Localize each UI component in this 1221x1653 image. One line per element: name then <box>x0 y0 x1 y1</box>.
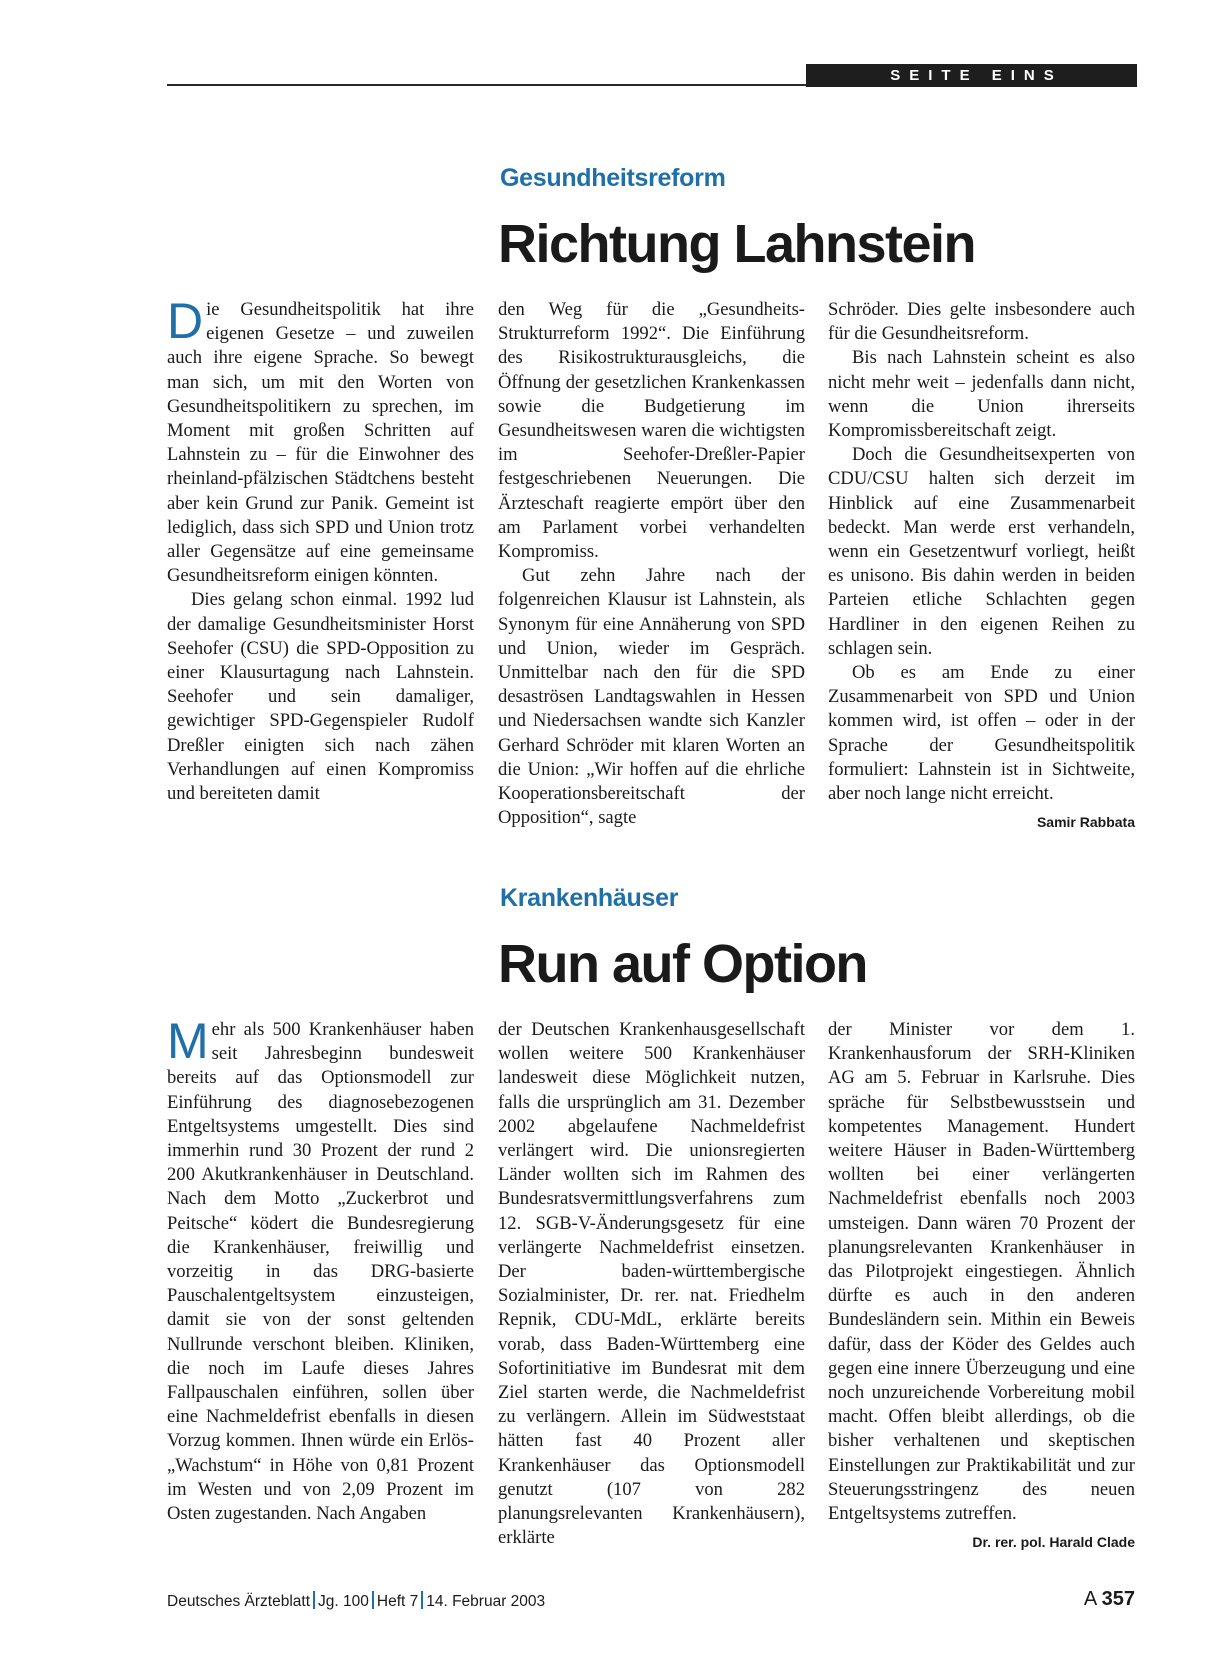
footer-date: 14. Februar 2003 <box>426 1593 546 1610</box>
article2-paragraph: ehr als 500 Krankenhäuser haben seit Jahresbeginn bundesweit bereits auf das Optionsmodell zur Einführung des diagnosebezogenen Entgeltsystems umgestellt. Dies sind immerhin rund 30 Prozent der rund 2 200 Akutkrankenhäuser in Deutschland. Nach dem Motto „Zuckerbrot und Peitsche“ ködert die Bundesregierung die Krankenhäuser, freiwillig und vorzeitig in das DRG-basierte Pauschalentgeltsystem einzusteigen, damit sie von der sonst geltenden Nullrunde verschont bleiben. Kliniken, die noch im Laufe dieses Jahres Fallpauschalen einführen, sollen über eine Nachmeldefrist ebenfalls in diesen Vorzug kommen. Ihnen würde ein Erlös-„Wachstum“ in Höhe von 0,81 Prozent im Westen und von 2,09 Prozent im Osten zugestanden. Nach Angaben <box>167 1019 474 1525</box>
article2-drop-cap: M <box>167 1013 209 1069</box>
article1-headline: Richtung Lahnstein <box>498 214 975 274</box>
page-number-value: 357 <box>1101 1588 1135 1610</box>
article1-column-1 <box>167 293 474 806</box>
footer-source <box>167 1591 545 1611</box>
article1-author: Samir Rabbata <box>1036 814 1135 831</box>
article1-paragraph: Gut zehn Jahre nach der folgenreichen Klausur ist Lahnstein, als Synonym für eine Annäherung von SPD und Union, wieder im Gespräch. Unmittelbar nach den für die SPD desaströsen Landtagswahlen in Hessen und Niedersachsen wandte sich Kanzler Gerhard Schröder mit klaren Worten an die Union: „Wir hoffen auf die ehrliche Kooperationsbereitschaft der Opposition“, sagte <box>498 565 805 829</box>
article1-column-3 <box>828 298 1135 834</box>
section-label: SEITE EINS <box>806 64 1137 87</box>
footer-issue: Heft 7 <box>376 1593 419 1610</box>
footer-separator <box>313 1591 315 1609</box>
article2-headline: Run auf Option <box>498 934 867 994</box>
article1-paragraph: Ob es am Ende zu einer Zusammenarbeit von SPD und Union kommen wird, ist offen – oder in der Sprache der Gesundheitspolitik formuliert: Lahnstein ist in Sichtweite, aber noch lange nicht erreicht. <box>828 662 1135 805</box>
article1-drop-cap: D <box>167 293 204 349</box>
article1-column-2 <box>498 298 805 830</box>
article1-paragraph: Schröder. Dies gelte insbesondere auch für die Gesundheitsreform. <box>828 299 1135 345</box>
article2-column-3 <box>828 1018 1135 1554</box>
article1-paragraph: ie Gesundheitspolitik hat ihre eigenen Gesetze – und zuweilen auch ihre eigene Sprache. So bewegt man sich, um mit den Worten von Gesundheitspolitikern zu sprechen, im Moment mit großen Schritten auf Lahnstein zu – für die Einwohner des rheinland-pfälzischen Städtchens besteht aber kein Grund zur Panik. Gemeint ist lediglich, dass sich SPD und Union trotz aller Gegensätze auf eine gemeinsame Gesundheitsreform einigen könnten. <box>167 299 474 587</box>
page-number <box>1084 1588 1135 1611</box>
article1-paragraph: Dies gelang schon einmal. 1992 lud der damalige Gesundheitsminister Horst Seehofer (CSU) die SPD-Opposition zu einer Klausurtagung nach Lahnstein. Seehofer und sein damaliger, gewichtiger SPD-Gegenspieler Rudolf Dreßler einigten sich nach zähen Verhandlungen auf einen Kompromiss und bereiteten damit <box>167 589 474 805</box>
footer-volume: Jg. 100 <box>318 1593 369 1610</box>
article2-paragraph: der Deutschen Krankenhausgesellschaft wollen weitere 500 Krankenhäuser landesweit diese Möglichkeit nutzen, falls die ursprünglich am 31. Dezember 2002 abgelaufene Nachmeldefrist verlängert wird. Die unionsregierten Länder wollten sich im Rahmen des Bundesratsvermittlungsverfahrens zum 12. SGB-V-Änderungsgesetz für eine verlängerte Nachmeldefrist einsetzen. Der baden-württembergische Sozialminister, Dr. rer. nat. Friedhelm Repnik, CDU-MdL, erklärte bereits vorab, dass Baden-Württemberg eine Sofortinitiative im Bundesrat mit dem Ziel starten werde, die Nachmeldefrist zu verlängern. Allein im Südweststaat hätten fast 40 Prozent aller Krankenhäuser das Optionsmodell genutzt (107 von 282 planungsrelevanten Krankenhäusern), erklärte <box>498 1019 805 1549</box>
footer-journal: Deutsches Ärzteblatt <box>167 1593 311 1610</box>
article1-paragraph: den Weg für die „Gesundheits-Strukturreform 1992“. Die Einführung des Risikostrukturausgleichs, die Öffnung der gesetzlichen Krankenkassen sowie die Budgetierung im Gesundheitswesen waren die wichtigsten im Seehofer-Dreßler-Papier festgeschriebenen Neuerungen. Die Ärzteschaft reagierte empört über den am Parlament vorbei verhandelten Kompromiss. <box>498 299 805 563</box>
footer-separator <box>372 1591 374 1609</box>
article2-kicker: Krankenhäuser <box>500 884 679 912</box>
article2-column-2 <box>498 1018 805 1550</box>
article1-kicker: Gesundheitsreform <box>500 164 726 192</box>
article2-paragraph: der Minister vor dem 1. Krankenhausforum der SRH-Kliniken AG am 5. Februar in Karlsruhe. Dies spräche für Selbstbewusstsein und kompetentes Management. Hundert weitere Häuser in Baden-Württemberg wollten bei einer verlängerten Nachmeldefrist ebenfalls noch 2003 umsteigen. Dann wären 70 Prozent der planungsrelevanten Krankenhäuser in das Pilotprojekt eingestiegen. Ähnlich dürfte es auch in den anderen Bundesländern sein. Mithin ein Beweis dafür, dass der Köder des Geldes auch gegen eine innere Überzeugung und eine noch unzureichende Vorbereitung mobil macht. Offen bleibt allerdings, ob die bisher verhaltenen und skeptischen Einstellungen zur Praktikabilität und zur Steuerungsstringenz des neuen Entgeltsystems zutreffen. <box>828 1019 1135 1525</box>
footer-separator <box>421 1591 423 1609</box>
article1-paragraph: Bis nach Lahnstein scheint es also nicht mehr weit – jedenfalls dann nicht, wenn die Union ihrerseits Kompromissbereitschaft zeigt. <box>828 347 1135 442</box>
page-footer <box>167 1588 1135 1612</box>
article1-paragraph: Doch die Gesundheitsexperten von CDU/CSU halten sich derzeit im Hinblick auf eine Zusammenarbeit bedeckt. Man werde erst verhandeln, wenn ein Gesetzentwurf vorliegt, heißt es unisono. Bis dahin werden in beiden Parteien etliche Schlachten gegen Hardliner in den eigenen Reihen zu schlagen sein. <box>828 444 1135 659</box>
page-prefix: A <box>1083 1588 1097 1610</box>
article2-author: Dr. rer. pol. Harald Clade <box>972 1534 1135 1551</box>
article2-column-1 <box>167 1013 474 1526</box>
